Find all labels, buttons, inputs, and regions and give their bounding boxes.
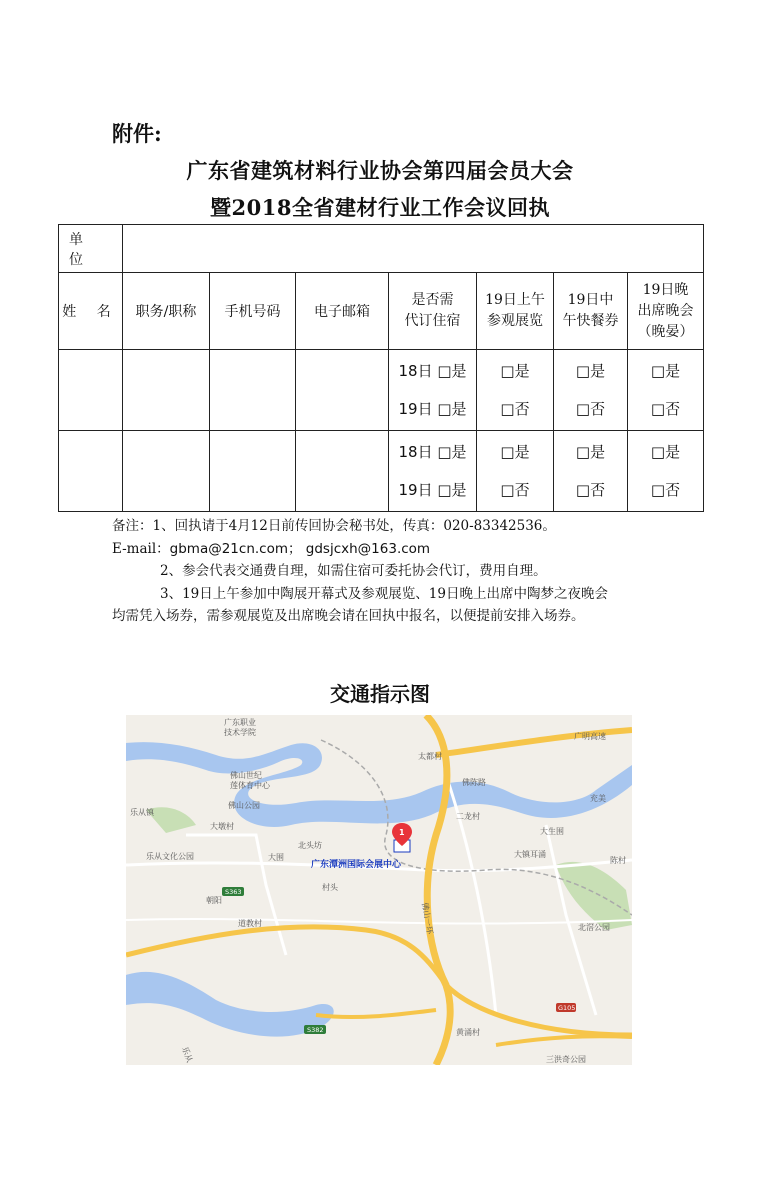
lodging-day19-checkbox[interactable]: 19日 □是 <box>398 400 467 418</box>
lunch-no-checkbox[interactable]: □否 <box>575 400 606 418</box>
position-cell[interactable] <box>123 431 210 512</box>
map-label: 陈村 <box>610 856 626 865</box>
morning-yes-checkbox[interactable]: □是 <box>500 443 530 461</box>
lunch-yes-checkbox[interactable]: □是 <box>575 443 606 461</box>
traffic-map[interactable] <box>126 715 632 1065</box>
morning-visit-cell <box>477 350 554 431</box>
map-label: 黄涌村 <box>456 1028 480 1037</box>
map-label: 三洪奇公园 <box>546 1055 586 1064</box>
shield-s382: S382 <box>307 1026 324 1034</box>
header-name: 姓 名 <box>59 273 123 350</box>
table-row <box>59 350 704 431</box>
email-addresses: gbma@21cn.com； gdsjcxh@163.com <box>169 540 431 557</box>
name-cell[interactable] <box>59 350 123 431</box>
notes-block <box>112 515 608 628</box>
phone-cell[interactable] <box>210 431 296 512</box>
position-cell[interactable] <box>123 350 210 431</box>
map-label: 村头 <box>322 883 338 892</box>
document-title-line-1: 广东省建筑材料行业协会第四届会员大会 <box>186 158 574 183</box>
map-label: 佛山公园 <box>228 801 260 810</box>
map-label: 乐从镇 <box>130 808 154 817</box>
table-row <box>59 431 704 512</box>
unit-field[interactable] <box>123 225 704 273</box>
header-row <box>59 273 704 350</box>
email-cell[interactable] <box>296 431 389 512</box>
header-morning-visit: 19日上午 参观展览 <box>477 273 554 350</box>
lodging-day19-checkbox[interactable]: 19日 □是 <box>398 481 467 499</box>
unit-label: 单 位 <box>59 225 123 273</box>
name-cell[interactable] <box>59 431 123 512</box>
map-canvas <box>126 715 632 1065</box>
map-label: 广明高速 <box>574 732 606 741</box>
note-line-1: 备注：1、回执请于4月12日前传回协会秘书处，传真：020-83342536。 <box>112 518 556 534</box>
venue-label: 广东潭洲国际会展中心 <box>311 860 402 870</box>
phone-cell[interactable] <box>210 350 296 431</box>
morning-visit-cell <box>477 431 554 512</box>
map-label: 二龙村 <box>456 812 480 821</box>
marker-number: 1 <box>399 828 405 837</box>
map-label: 佛山一环 <box>420 901 435 935</box>
map-label: 广东职业 <box>224 718 256 727</box>
header-lunch-coupon: 19日中 午快餐券 <box>554 273 628 350</box>
map-label: 佛山世纪 <box>230 771 262 780</box>
gala-no-checkbox[interactable]: □否 <box>650 400 681 418</box>
gala-no-checkbox[interactable]: □否 <box>650 481 681 499</box>
lunch-yes-checkbox[interactable]: □是 <box>575 362 606 380</box>
header-position: 职务/职称 <box>123 273 210 350</box>
header-email: 电子邮箱 <box>296 273 389 350</box>
document-title-line-2: 暨2018全省建材行业工作会议回执 <box>210 195 550 220</box>
attachment-label: 附件: <box>112 121 162 146</box>
map-label: 佛陈路 <box>462 778 486 787</box>
header-phone: 手机号码 <box>210 273 296 350</box>
map-label: 乐从文化公园 <box>146 852 194 861</box>
lodging-day18-checkbox[interactable]: 18日 □是 <box>398 443 467 461</box>
lunch-no-checkbox[interactable]: □否 <box>575 481 606 499</box>
gala-yes-checkbox[interactable]: □是 <box>650 443 681 461</box>
map-label: 大围 <box>268 853 284 862</box>
map-label: 大生围 <box>540 827 564 836</box>
email-cell[interactable] <box>296 350 389 431</box>
gala-cell <box>628 350 704 431</box>
map-label: 莲体育中心 <box>230 781 270 790</box>
map-label: 乐从 <box>180 1045 195 1064</box>
note-line-4: 均需凭入场券，需参观展览及出席晚会请在回执中报名，以便提前安排入场券。 <box>112 608 585 624</box>
map-label: 大墩村 <box>210 822 234 831</box>
gala-cell <box>628 431 704 512</box>
unit-row <box>59 225 704 273</box>
note-line-3: 3、19日上午参加中陶展开幕式及参观展览、19日晚上出席中陶梦之夜晚会 <box>160 585 608 602</box>
map-label: 太都村 <box>418 752 442 761</box>
gala-yes-checkbox[interactable]: □是 <box>650 362 681 380</box>
map-label: 北滘公园 <box>578 923 610 932</box>
note-line-2: 2、参会代表交通费自理，如需住宿可委托协会代订，费用自理。 <box>160 563 547 579</box>
reply-form-table <box>58 224 704 512</box>
morning-yes-checkbox[interactable]: □是 <box>500 362 530 380</box>
shield-s363: S363 <box>225 888 242 896</box>
header-lodging: 是否需 代订住宿 <box>389 273 477 350</box>
lodging-cell <box>389 350 477 431</box>
morning-no-checkbox[interactable]: □否 <box>500 400 530 418</box>
map-label: 朝阳 <box>206 896 222 905</box>
shield-g105: G105 <box>558 1004 576 1012</box>
note-email-line: E-mail：gbma@21cn.com； gdsjcxh@163.com <box>112 540 431 557</box>
map-label: 道教村 <box>238 919 262 928</box>
map-label: 大镇耳涌 <box>514 850 546 859</box>
header-evening-gala: 19日晚 出席晚会 （晚晏） <box>628 273 704 350</box>
lodging-cell <box>389 431 477 512</box>
lodging-day18-checkbox[interactable]: 18日 □是 <box>398 362 467 380</box>
morning-no-checkbox[interactable]: □否 <box>500 481 530 499</box>
map-label: 技术学院 <box>224 728 256 737</box>
lunch-cell <box>554 431 628 512</box>
map-label: 北头坊 <box>298 841 322 850</box>
map-label: 充美 <box>590 794 606 803</box>
map-title: 交通指示图 <box>330 682 430 706</box>
lunch-cell <box>554 350 628 431</box>
